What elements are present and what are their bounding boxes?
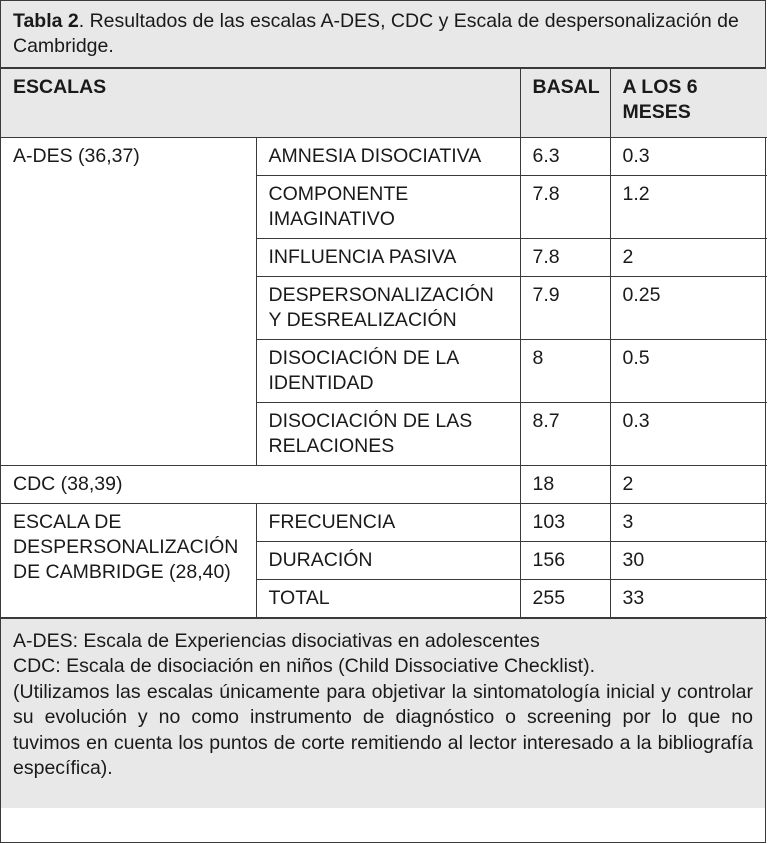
basal-value: 8	[520, 339, 610, 402]
header-6-meses: A LOS 6 MESES	[610, 69, 767, 137]
subscale-label: DURACIÓN	[256, 541, 520, 579]
basal-value: 156	[520, 541, 610, 579]
basal-value: 7.9	[520, 276, 610, 339]
table-row	[1, 137, 767, 175]
group-cambridge: ESCALA DE DESPERSONALIZACIÓN DE CAMBRIDGE (28,40)	[1, 503, 256, 617]
six-month-value: 0.5	[610, 339, 767, 402]
six-month-value: 1.2	[610, 175, 767, 238]
note-ades: A-DES: Escala de Experiencias disociativas en adolescentes	[13, 629, 540, 652]
note-methodology: (Utilizamos las escalas únicamente para objetivar la sintomatología inicial y controlar su evolución y no como instrumento de diagnóstico o screening por lo que no tuvimos en cuenta los puntos de corte remitiendo al lector interesado a la bibliografía específica).	[13, 680, 753, 779]
basal-value: 103	[520, 503, 610, 541]
six-month-value: 2	[610, 465, 767, 503]
subscale-label: COMPONENTE IMAGINATIVO	[256, 175, 520, 238]
basal-value: 7.8	[520, 238, 610, 276]
six-month-value: 0.25	[610, 276, 767, 339]
table-row	[1, 465, 767, 503]
header-escalas: ESCALAS	[1, 69, 520, 137]
basal-value: 6.3	[520, 137, 610, 175]
results-table	[1, 69, 767, 618]
group-cdc: CDC (38,39)	[1, 465, 520, 503]
subscale-label: DESPERSONALIZACIÓN Y DESREALIZACIÓN	[256, 276, 520, 339]
note-cdc: CDC: Escala de disociación en niños (Child Dissociative Checklist).	[13, 655, 595, 677]
six-month-value: 0.3	[610, 137, 767, 175]
table-row	[1, 503, 767, 541]
basal-value: 7.8	[520, 175, 610, 238]
subscale-label: AMNESIA DISOCIATIVA	[256, 137, 520, 175]
basal-value: 8.7	[520, 402, 610, 465]
table-caption	[1, 1, 765, 69]
subscale-label: DISOCIACIÓN DE LA IDENTIDAD	[256, 339, 520, 402]
header-row	[1, 69, 767, 137]
caption-label: Tabla 2	[13, 10, 79, 32]
six-month-value: 0.3	[610, 402, 767, 465]
six-month-value: 2	[610, 238, 767, 276]
table-notes	[1, 618, 765, 808]
six-month-value: 3	[610, 503, 767, 541]
basal-value: 18	[520, 465, 610, 503]
subscale-label: DISOCIACIÓN DE LAS RELACIONES	[256, 402, 520, 465]
subscale-label: FRECUENCIA	[256, 503, 520, 541]
six-month-value: 33	[610, 579, 767, 617]
header-basal: BASAL	[520, 69, 610, 137]
six-month-value: 30	[610, 541, 767, 579]
subscale-label: TOTAL	[256, 579, 520, 617]
caption-text: . Resultados de las escalas A-DES, CDC y Escala de despersonalización de Cambridge.	[13, 10, 739, 57]
subscale-label: INFLUENCIA PASIVA	[256, 238, 520, 276]
group-ades: A-DES (36,37)	[1, 137, 256, 465]
basal-value: 255	[520, 579, 610, 617]
